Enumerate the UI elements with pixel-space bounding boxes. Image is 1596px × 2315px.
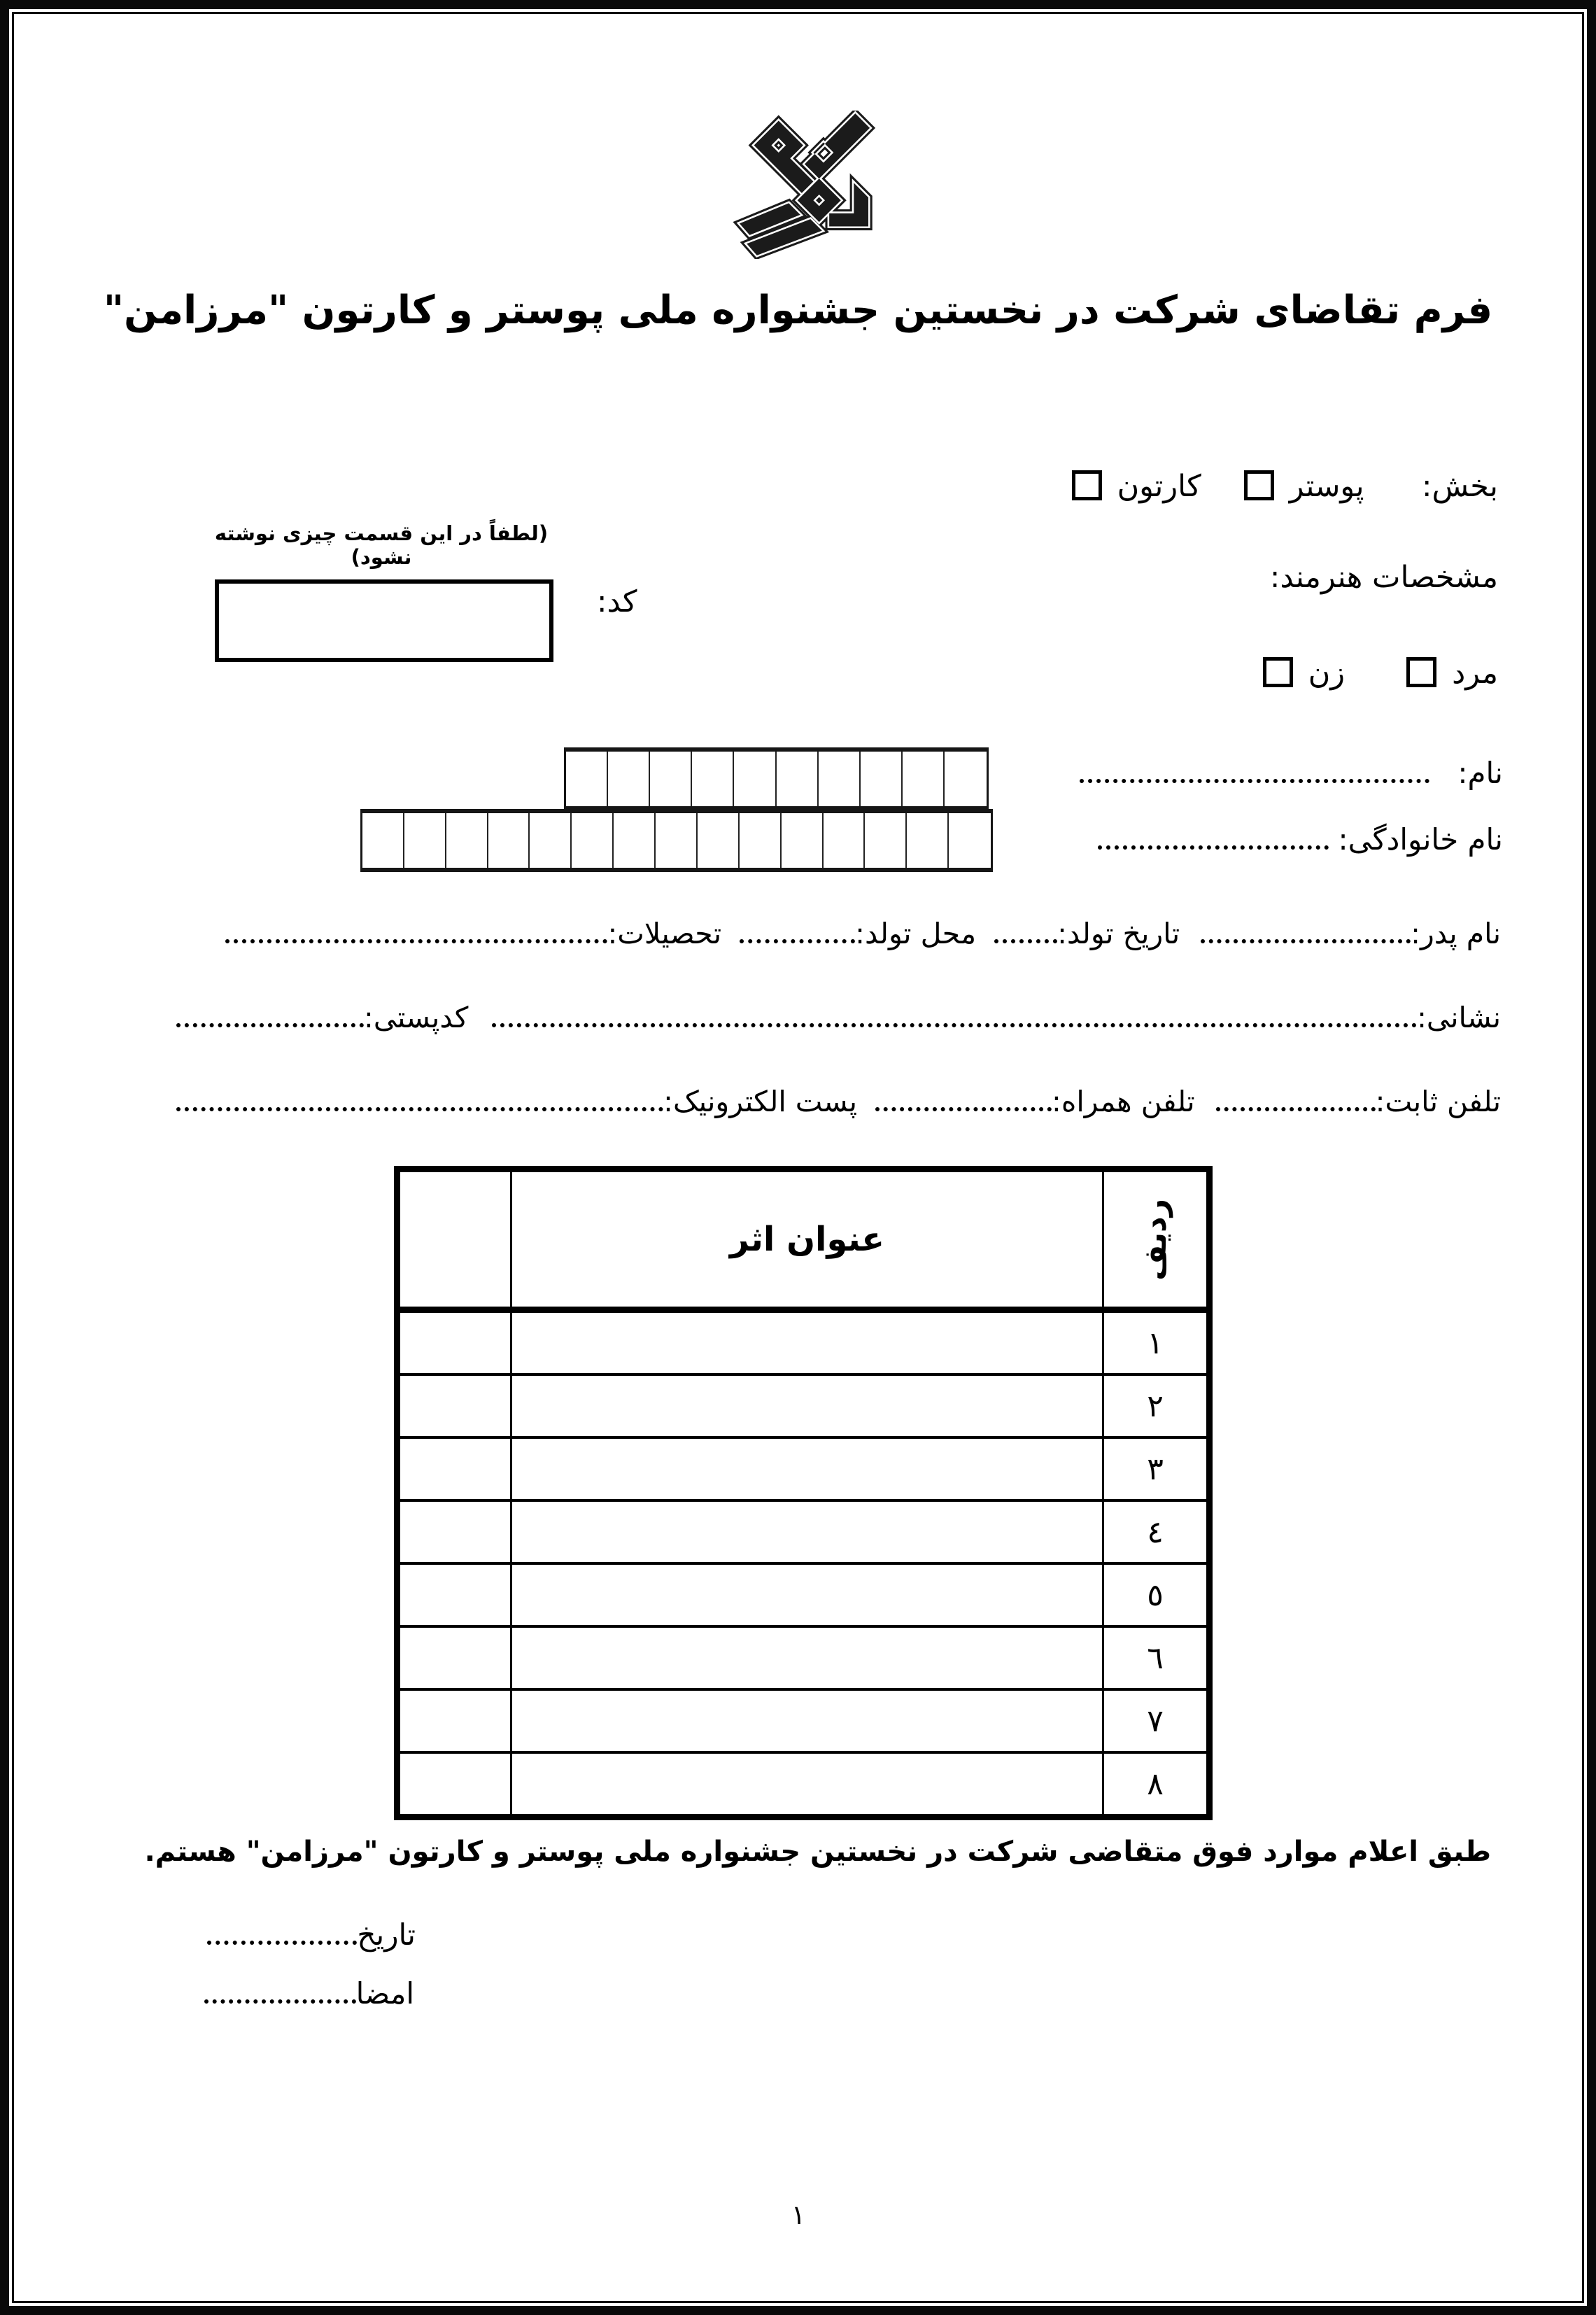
mobile-blank[interactable]	[875, 1104, 1052, 1111]
row-number-cell: ٣	[1147, 1451, 1164, 1487]
extra-cell[interactable]	[400, 1565, 512, 1625]
row-number-cell: ٨	[1147, 1766, 1164, 1802]
birth-place-label: محل تولد:	[855, 917, 977, 950]
last-name-blank[interactable]	[1098, 842, 1329, 850]
extra-cell[interactable]	[400, 1313, 512, 1373]
table-row	[400, 1439, 1206, 1502]
table-row	[400, 1628, 1206, 1691]
work-title-header-label: عنوان اثر	[730, 1220, 884, 1259]
char-cell[interactable]	[530, 813, 572, 868]
char-cell[interactable]	[488, 813, 530, 868]
mobile-label: تلفن همراه:	[1052, 1085, 1195, 1118]
char-cell[interactable]	[734, 752, 776, 806]
work-title-cell[interactable]	[512, 1439, 1104, 1499]
education-label: تحصیلات:	[607, 917, 722, 950]
row-number-header-label: ردیف	[1137, 1198, 1173, 1281]
char-cell[interactable]	[650, 752, 692, 806]
char-cell[interactable]	[566, 752, 608, 806]
char-cell[interactable]	[824, 813, 866, 868]
char-cell[interactable]	[861, 752, 903, 806]
first-name-row	[1080, 754, 1503, 793]
page-border-inner	[12, 12, 1584, 2303]
char-cell[interactable]	[692, 752, 734, 806]
address-row	[176, 999, 1501, 1036]
work-title-cell[interactable]	[512, 1376, 1104, 1436]
extra-cell[interactable]	[400, 1754, 512, 1814]
table-row	[400, 1376, 1206, 1439]
char-cell[interactable]	[777, 752, 819, 806]
row-number-header-cell	[1104, 1172, 1206, 1307]
extra-cell[interactable]	[400, 1502, 512, 1562]
char-cell[interactable]	[608, 752, 650, 806]
signature-label: امضا	[355, 1976, 414, 2011]
row-number-cell: ٢	[1147, 1388, 1164, 1424]
section-label: بخش:	[1421, 469, 1498, 504]
work-title-cell[interactable]	[512, 1565, 1104, 1625]
code-note: (لطفاً در این قسمت چیزی نوشته نشود)	[214, 521, 549, 569]
last-name-label: نام خانوادگی:	[1338, 822, 1503, 857]
email-label: پست الکترونیک:	[663, 1085, 858, 1118]
date-blank[interactable]	[207, 1937, 357, 1945]
declaration-text: طبق اعلام موارد فوق متقاضی شرکت در نخستین جشنواره ملی پوستر و کارتون "مرزامن" هستم.	[144, 1836, 1491, 1868]
father-name-blank[interactable]	[1201, 936, 1411, 943]
table-row	[400, 1565, 1206, 1628]
last-name-cell-grid	[360, 809, 993, 872]
poster-checkbox[interactable]	[1244, 470, 1274, 500]
char-cell[interactable]	[404, 813, 446, 868]
page-number: ١	[791, 2200, 806, 2230]
table-row	[400, 1754, 1206, 1814]
father-name-label: نام پدر:	[1411, 917, 1501, 950]
extra-cell[interactable]	[400, 1376, 512, 1436]
code-box[interactable]	[215, 579, 553, 662]
festival-logo	[732, 111, 877, 259]
female-option-label: زن	[1308, 656, 1346, 691]
date-label: تاریخ	[357, 1918, 416, 1952]
poster-option-label: پوستر	[1289, 469, 1364, 504]
page-title: فرم تقاضای شرکت در نخستین جشنواره ملی پوستر و کارتون "مرزامن"	[103, 288, 1493, 333]
works-table	[394, 1166, 1213, 1820]
char-cell[interactable]	[949, 813, 991, 868]
table-row	[400, 1313, 1206, 1376]
row-number-cell: ٦	[1147, 1640, 1164, 1676]
work-title-cell[interactable]	[512, 1754, 1104, 1814]
char-cell[interactable]	[740, 813, 782, 868]
section-row	[1068, 467, 1498, 507]
phone-row	[176, 1083, 1501, 1120]
row-number-cell: ١	[1147, 1325, 1164, 1361]
extra-cell[interactable]	[400, 1691, 512, 1751]
table-row	[400, 1502, 1206, 1565]
work-title-cell[interactable]	[512, 1502, 1104, 1562]
first-name-blank[interactable]	[1080, 775, 1429, 783]
char-cell[interactable]	[865, 813, 907, 868]
char-cell[interactable]	[698, 813, 740, 868]
gender-row	[1259, 654, 1498, 694]
birth-date-label: تاریخ تولد:	[1057, 917, 1180, 950]
address-label: نشانی:	[1417, 1001, 1501, 1034]
work-title-header-cell	[512, 1172, 1104, 1307]
cartoon-option-label: کارتون	[1117, 469, 1201, 504]
extra-cell[interactable]	[400, 1628, 512, 1688]
female-checkbox[interactable]	[1263, 657, 1293, 687]
char-cell[interactable]	[656, 813, 698, 868]
work-title-cell[interactable]	[512, 1313, 1104, 1373]
education-blank[interactable]	[225, 936, 607, 943]
first-name-cell-grid	[564, 747, 989, 810]
male-option-label: مرد	[1452, 656, 1498, 691]
work-title-cell[interactable]	[512, 1691, 1104, 1751]
email-blank[interactable]	[176, 1104, 663, 1111]
address-blank[interactable]	[492, 1020, 1417, 1027]
birth-place-blank[interactable]	[740, 936, 855, 943]
birth-date-blank[interactable]	[994, 936, 1057, 943]
father-birth-row	[225, 915, 1501, 952]
first-name-label: نام:	[1457, 756, 1503, 790]
row-number-cell: ٤	[1147, 1514, 1164, 1550]
cartoon-checkbox[interactable]	[1072, 470, 1102, 500]
code-label: کد:	[597, 584, 637, 619]
last-name-row	[1098, 821, 1503, 859]
male-checkbox[interactable]	[1406, 657, 1436, 687]
row-number-cell: ٥	[1147, 1577, 1164, 1613]
extra-header-cell	[400, 1172, 512, 1307]
char-cell[interactable]	[782, 813, 824, 868]
char-cell[interactable]	[614, 813, 656, 868]
char-cell[interactable]	[572, 813, 614, 868]
work-title-cell[interactable]	[512, 1628, 1104, 1688]
phone-label: تلفن ثابت:	[1375, 1085, 1501, 1118]
char-cell[interactable]	[907, 813, 949, 868]
char-cell[interactable]	[362, 813, 404, 868]
date-row	[207, 1916, 416, 1955]
works-table-body	[400, 1313, 1206, 1814]
table-row	[400, 1691, 1206, 1754]
artist-details-heading: مشخصات هنرمند:	[1269, 560, 1498, 595]
works-table-header	[400, 1172, 1206, 1313]
extra-cell[interactable]	[400, 1439, 512, 1499]
char-cell[interactable]	[819, 752, 861, 806]
postal-code-blank[interactable]	[176, 1020, 364, 1027]
char-cell[interactable]	[903, 752, 945, 806]
signature-row	[204, 1975, 414, 2013]
signature-blank[interactable]	[204, 1996, 356, 2004]
postal-code-label: کدپستی:	[364, 1001, 469, 1034]
row-number-cell: ٧	[1147, 1703, 1164, 1739]
char-cell[interactable]	[446, 813, 488, 868]
char-cell[interactable]	[945, 752, 987, 806]
phone-blank[interactable]	[1216, 1104, 1376, 1111]
